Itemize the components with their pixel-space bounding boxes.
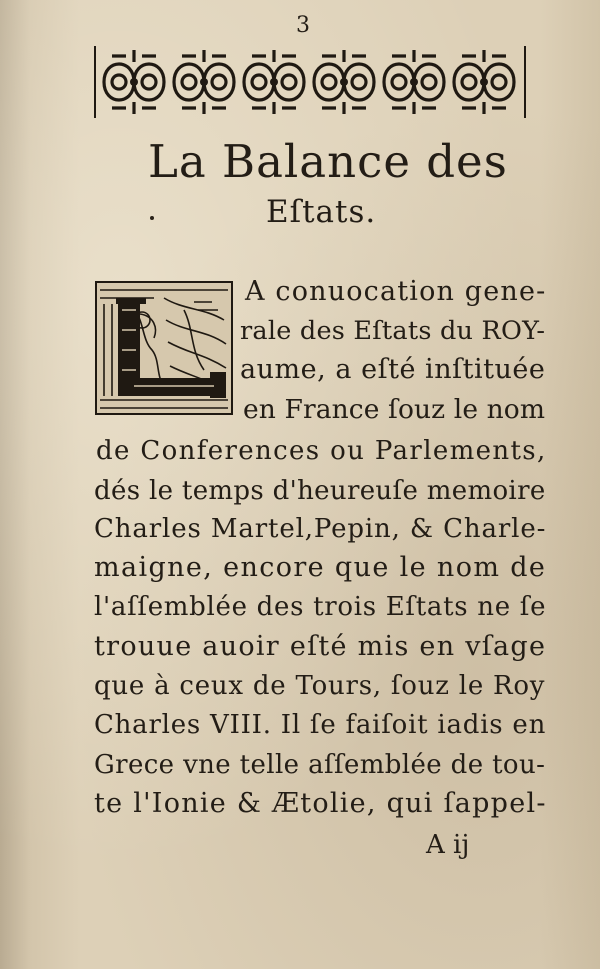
signature-mark: A ij: [426, 830, 470, 860]
text-line: maigne, encore que le nom de: [94, 552, 547, 583]
page-subtitle: Eſtats.: [266, 194, 377, 230]
text-line: aume, a eſté inſtituée: [240, 354, 546, 385]
text-line: l'aſſemblée des trois Eſtats ne ſe: [94, 592, 547, 622]
text-line: Charles Martel,Pepin, & Charle-: [94, 514, 547, 544]
page-number: 3: [296, 13, 310, 38]
text-line: que à ceux de Tours, ſouz le Roy: [94, 671, 546, 701]
text-line: rale des Eſtats du ROY-: [240, 316, 546, 346]
page-title: La Balance des: [148, 135, 508, 188]
text-line: de Conferences ou Parlements,: [96, 436, 547, 466]
text-line: Grece vne telle aſſemblée de tou-: [94, 750, 546, 780]
text-line: te l'Ionie & Ætolie, qui ſappel-: [94, 788, 547, 819]
text-line: trouue auoir eſté mis en vſage: [94, 631, 547, 662]
text-line: dés le temps d'heureuſe memoire: [94, 476, 546, 506]
text-line: A conuocation gene-: [245, 276, 547, 307]
text-line: en France ſouz le nom: [243, 394, 546, 425]
text-line: Charles VIII. Il ſe faiſoit iadis en: [94, 710, 547, 740]
